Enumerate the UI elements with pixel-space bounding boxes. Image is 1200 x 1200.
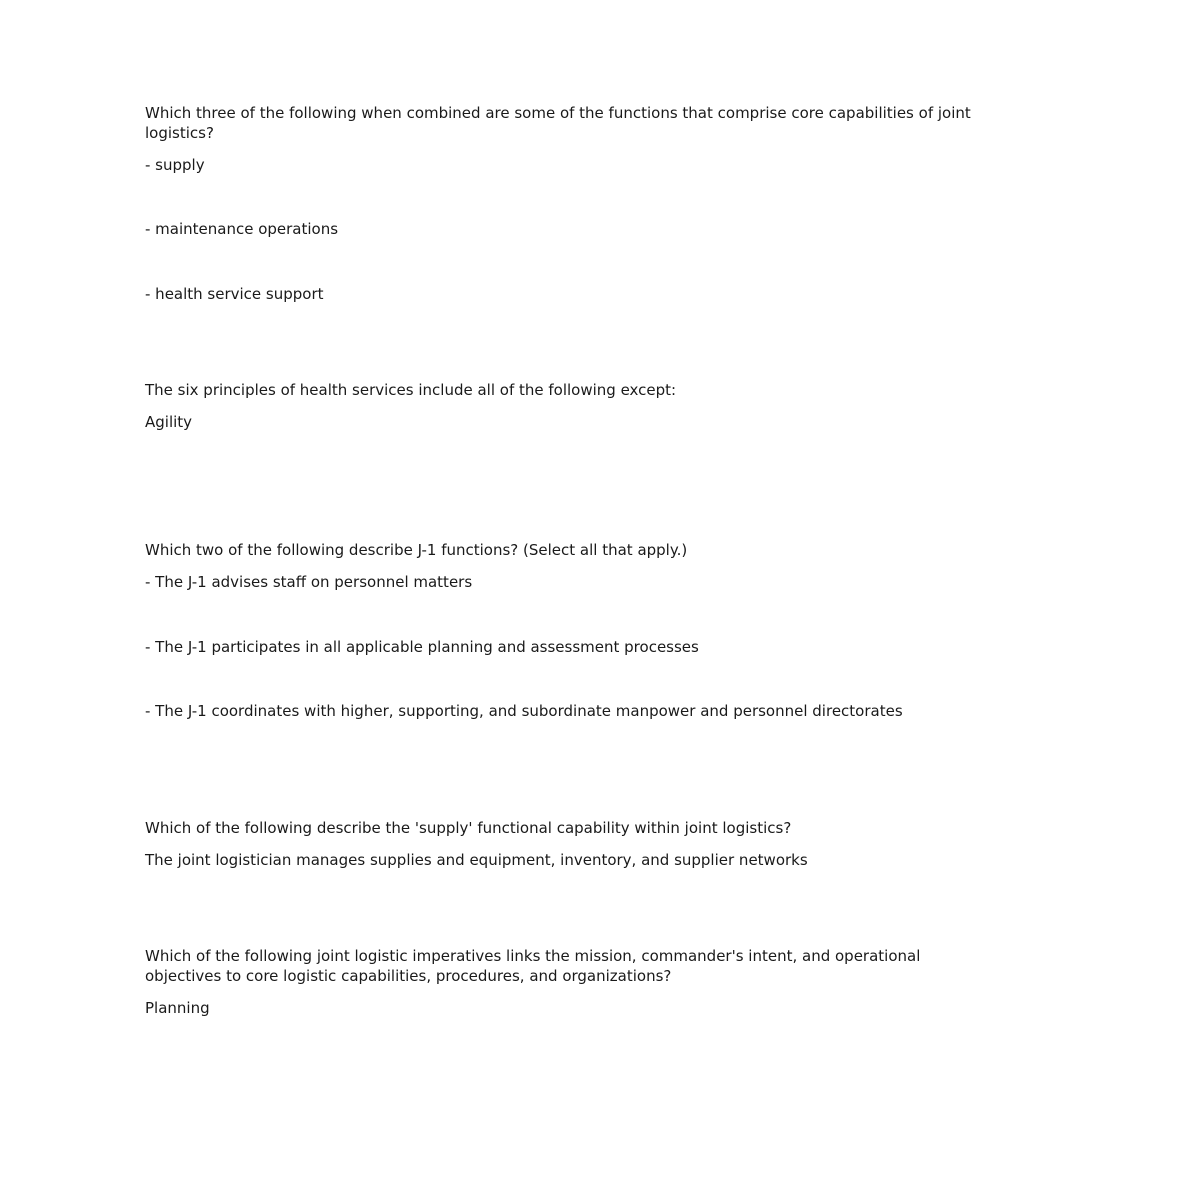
- question-3-answer-3: - The J-1 coordinates with higher, supporting, and subordinate manpower and personnel directorates: [145, 702, 903, 720]
- question-2-answer-1: Agility: [145, 413, 193, 431]
- question-1-text: Which three of the following when combined are some of the functions that comprise core capabilities of joint logistics?: [145, 104, 971, 142]
- question-3-answer-1: - The J-1 advises staff on personnel matters: [145, 573, 473, 591]
- question-1-answer-2: - maintenance operations: [145, 220, 339, 238]
- question-4-answer-1: The joint logistician manages supplies and equipment, inventory, and supplier networks: [145, 851, 808, 869]
- question-5-answer-1: Planning: [145, 999, 210, 1017]
- question-1-answer-3: - health service support: [145, 285, 324, 303]
- question-4-text: Which of the following describe the 'supply' functional capability within joint logistics?: [145, 819, 792, 837]
- question-3-text: Which two of the following describe J-1 functions? (Select all that apply.): [145, 541, 688, 559]
- question-2-text: The six principles of health services include all of the following except:: [145, 381, 677, 399]
- question-3-answer-2: - The J-1 participates in all applicable planning and assessment processes: [145, 638, 699, 656]
- question-1-answer-1: - supply: [145, 156, 205, 174]
- question-5-text: Which of the following joint logistic imperatives links the mission, commander's intent, and operational objectives to core logistic capabilities, procedures, and organizations?: [145, 947, 921, 985]
